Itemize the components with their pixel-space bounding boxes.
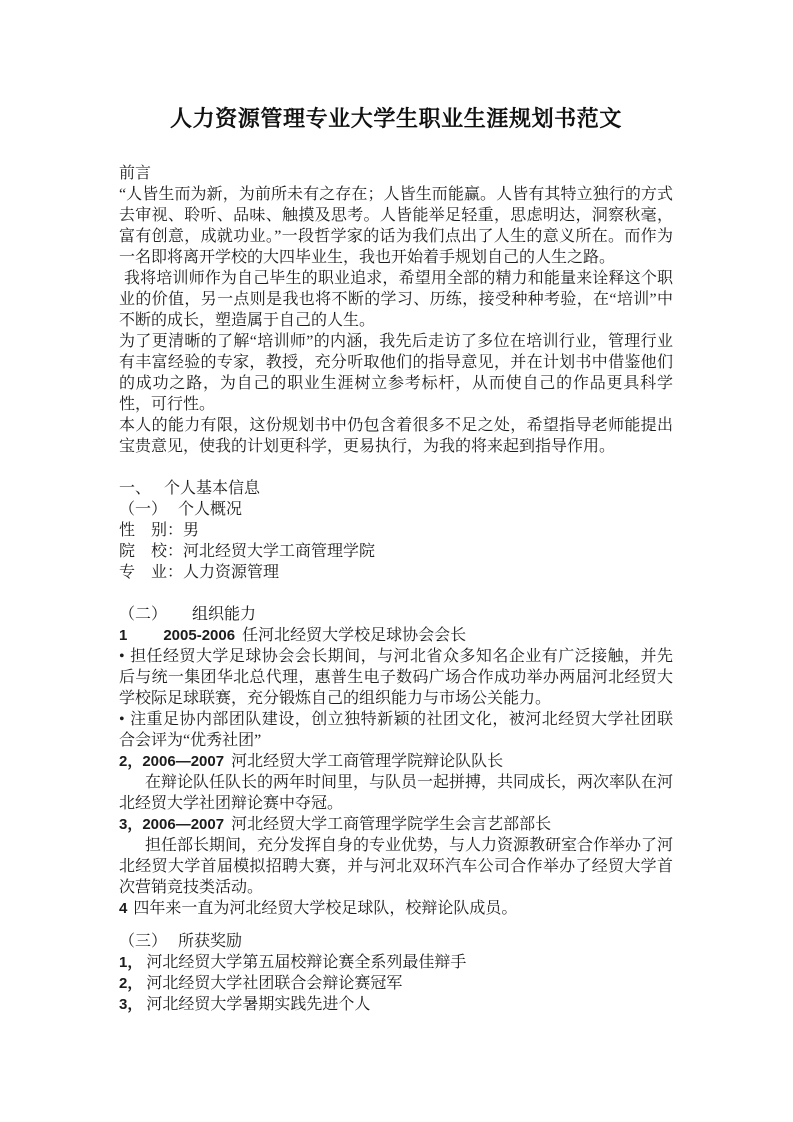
field-value: 人力资源管理 bbox=[183, 564, 280, 581]
org-item-paragraph: 在辩论队任队长的两年时间里，与队员一起拼搏，共同成长，两次率队在河北经贸大学社团辩论赛中夺冠。 bbox=[119, 774, 674, 812]
subsection-number: （一） bbox=[119, 501, 168, 518]
blank-line bbox=[119, 583, 673, 604]
org-item-bullet bbox=[119, 646, 673, 709]
award-item bbox=[119, 994, 673, 1015]
blank-line bbox=[119, 919, 673, 931]
profile-field-school bbox=[119, 541, 673, 562]
preface-paragraph: 我将培训师作为自己毕生的职业追求，希望用全部的精力和能量来诠释这个职业的价值，另一点则是我也将不断的学习、历练，接受种种考验，在“培训”中不断的成长，塑造属于自己的人生。 bbox=[119, 270, 673, 329]
item-text: 河北经贸大学暑期实践先进个人 bbox=[146, 996, 371, 1013]
profile-field-gender bbox=[119, 520, 673, 541]
field-label: 性 别： bbox=[119, 522, 184, 539]
blank-line bbox=[119, 457, 673, 478]
org-item-numbered bbox=[119, 898, 673, 919]
item-text: 河北经贸大学第五届校辩论赛全系列最佳辩手 bbox=[146, 954, 467, 971]
subsection-title: 个人概况 bbox=[178, 501, 243, 518]
item-number: 3，2006—2007 bbox=[119, 816, 225, 833]
preface-heading: 前言 bbox=[119, 165, 152, 182]
section-heading-basic-info bbox=[119, 478, 673, 499]
section-organization bbox=[119, 604, 673, 919]
item-number: 2， bbox=[119, 975, 143, 992]
profile-field-major bbox=[119, 562, 673, 583]
bullet-icon: • bbox=[119, 711, 125, 728]
item-text: 注重足协内部团队建设，创立独特新颖的社团文化，被河北经贸大学社团联合会评为“优秀社团” bbox=[119, 711, 673, 749]
item-text: 河北经贸大学社团联合会辩论赛冠军 bbox=[146, 975, 403, 992]
item-number: 2，2006—2007 bbox=[119, 753, 225, 770]
subsection-heading-organization bbox=[119, 604, 673, 625]
item-text: 河北经贸大学工商管理学院辩论队队长 bbox=[231, 753, 504, 770]
item-number: 1 bbox=[119, 627, 128, 644]
subsection-title: 组织能力 bbox=[192, 606, 257, 623]
award-item bbox=[119, 952, 673, 973]
preface-section bbox=[119, 163, 673, 457]
item-text: 四年来一直为河北经贸大学校足球队，校辩论队成员。 bbox=[133, 900, 518, 917]
subsection-number: （二） bbox=[119, 606, 168, 623]
item-number: 3， bbox=[119, 996, 143, 1013]
subsection-title: 所获奖励 bbox=[178, 933, 243, 950]
org-item-paragraph: 担任部长期间，充分发挥自身的专业优势，与人力资源教研室合作举办了河北经贸大学首届模拟招聘大赛，并与河北双环汽车公司合作举办了经贸大学首次营销竞技类活动。 bbox=[119, 837, 674, 896]
field-value: 河北经贸大学工商管理学院 bbox=[183, 543, 376, 560]
field-label: 专 业： bbox=[119, 564, 184, 581]
field-value: 男 bbox=[183, 522, 200, 539]
item-number: 4 bbox=[119, 900, 128, 917]
org-item-numbered bbox=[119, 814, 673, 835]
preface-paragraph: “人皆生而为新，为前所未有之存在；人皆生而能赢。人皆有其特立独行的方式去审视、聆听、品味、触摸及思考。人皆能举足轻重，思虑明达，洞察秋毫，富有创意，成就功业。”一段哲学家的话为我们点出了人生的意义所在。而作为一名即将离开学校的大四毕业生，我也开始着手规划自己的人生之路。 bbox=[119, 186, 673, 266]
item-number: 1， bbox=[119, 954, 143, 971]
org-item-bullet bbox=[119, 709, 673, 751]
org-item-numbered bbox=[119, 625, 673, 646]
award-item bbox=[119, 973, 673, 994]
document-title: 人力资源管理专业大学生职业生涯规划书范文 bbox=[169, 106, 622, 131]
section-title: 个人基本信息 bbox=[164, 480, 261, 497]
item-text: 担任经贸大学足球协会会长期间，与河北省众多知名企业有广泛接触，并先后与统一集团华北总代理，惠普生电子数码广场合作成功举办两届河北经贸大学校际足球联赛，充分锻炼自己的组织能力与市场公关能力。 bbox=[119, 648, 673, 707]
org-item-numbered bbox=[119, 751, 673, 772]
subsection-heading-awards bbox=[119, 931, 673, 952]
item-date: 2005-2006 bbox=[163, 627, 236, 644]
preface-paragraph: 本人的能力有限，这份规划书中仍包含着很多不足之处，希望指导老师能提出宝贵意见，使我的计划更科学，更易执行，为我的将来起到指导作用。 bbox=[119, 417, 673, 455]
subsection-number: （三） bbox=[119, 933, 168, 950]
item-text: 河北经贸大学工商管理学院学生会言艺部部长 bbox=[231, 816, 552, 833]
section-awards bbox=[119, 931, 673, 1015]
section-number: 一、 bbox=[119, 480, 152, 497]
section-basic-info bbox=[119, 478, 673, 583]
item-text: 任河北经贸大学校足球协会会长 bbox=[242, 627, 467, 644]
preface-paragraph: 为了更清晰的了解“培训师”的内涵，我先后走访了多位在培训行业，管理行业有丰富经验的专家，教授，充分听取他们的指导意见，并在计划书中借鉴他们的成功之路，为自己的职业生涯树立参考标杆，从而使自己的作品更具科学性，可行性。 bbox=[119, 333, 673, 413]
field-label: 院 校： bbox=[119, 543, 184, 560]
bullet-icon: • bbox=[119, 648, 125, 665]
subsection-heading-profile bbox=[119, 499, 673, 520]
